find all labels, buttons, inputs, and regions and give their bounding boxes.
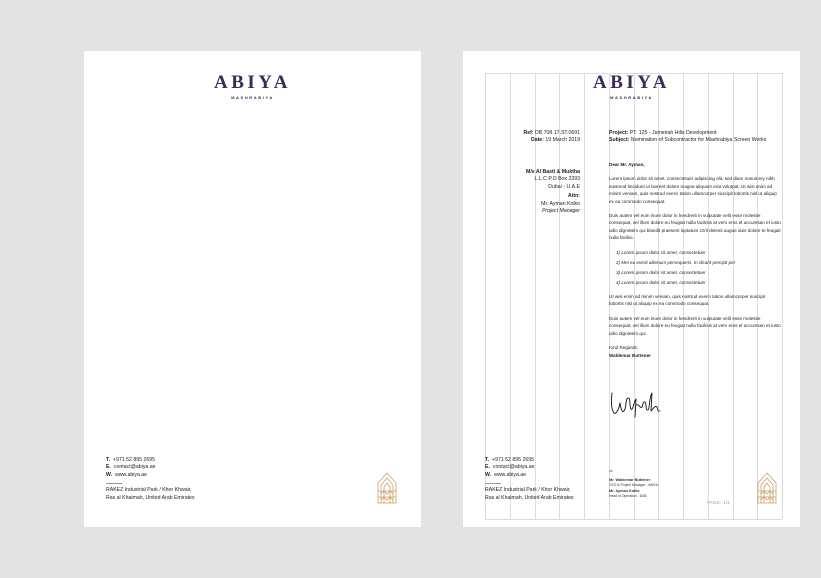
- footer-divider: [106, 483, 122, 484]
- handwritten-signature: [609, 389, 663, 419]
- brand-tagline: MASHRABIYA: [231, 95, 274, 100]
- subject-line: Subject: Nomination of Subcontractor for Mashrabiya Screen Works: [609, 137, 767, 144]
- body-paragraph: Ut wisi enim ad minim veniam, quis nostrud exerci tation ullamcorper suscipit lobortis nisl ut aliquip ex ea commodo consequat.: [609, 294, 766, 307]
- body-list: [616, 249, 781, 286]
- attn-title: Project Manager: [541, 208, 580, 215]
- footer-email: E. contact@abiya.ae: [485, 464, 535, 471]
- footer-web: W. www.abiya.ae: [485, 471, 527, 478]
- list-item: 2) Mei eu everti aliienum persequeris. In dicant percipit per: [616, 259, 736, 265]
- cc1-name: Mr. Waldemar Buttener: [609, 478, 651, 483]
- footer-web: W. www.abiya.ae: [106, 471, 148, 478]
- brand-name: ABIYA: [214, 72, 291, 93]
- footer-address-line2: Ras al Khaimah, United Arab Emirates: [485, 494, 574, 501]
- body-paragraph: Duis autem vel eum iriure dolor in hendrerit in vulputate velit esse molestie consequat, vel illum dolore eu feugiat nulla facilisis at vero eros et accumsan et iusto odio dignissim qui blandit praesent luptatum zzril delenit augue duis dolore te feugait nulla facilisi.: [609, 213, 781, 241]
- cc2-name: Mr. Ayman Kolko: [609, 489, 640, 494]
- recipient-block: [485, 169, 580, 215]
- cc1-title: CEO & Project Manager - ABIYA: [609, 482, 658, 487]
- greeting: Dear Mr. Ayman,: [609, 162, 645, 167]
- footer-phone: T. +971 52 895 2695: [106, 457, 156, 463]
- list-item: 1) Lorem ipsum dolor sit amet, consectetuer: [616, 249, 706, 255]
- project-block: [609, 130, 784, 145]
- reference-number: Ref: DB.708.17.ST.0691: [523, 130, 580, 136]
- letterhead-blank-page: [84, 51, 421, 527]
- recipient-address-line: L.L.C P.O Box 2393: [534, 176, 580, 183]
- closing: Kind Regards,: [609, 345, 639, 351]
- body-paragraph: Duis autem vel eum iriure dolor in hendrerit in vulputate velit esse molestie consequat, vel illum dolore eu feugiat nulla facilisis at vero eros et accumsan et iusto odio dignissim qui.: [609, 315, 781, 336]
- footer-address-line1: RAKEZ Industrial Park / Khor Khwair,: [485, 487, 571, 494]
- letter-date: Date: 19 March 2019: [530, 137, 580, 144]
- list-item: 3) Lorem ipsum dolor sit amet, consectetuer: [616, 269, 706, 275]
- mashrabiya-arch-icon: [377, 472, 397, 504]
- footer-address-line1: RAKEZ Industrial Park / Khor Khwair,: [106, 487, 192, 494]
- contact-footer: [106, 457, 195, 502]
- cc-block: [609, 469, 658, 498]
- attn-name: Mr. Ayman Kolko: [541, 200, 580, 207]
- list-item: 4) Lorem ipsum dolor sit amet, consectetuer: [616, 279, 706, 285]
- letter-page: [463, 51, 800, 527]
- recipient-city: Dubai - U.A.E: [548, 183, 580, 190]
- footer-address-line2: Ras al Khaimah, United Arab Emirates: [106, 494, 195, 501]
- recipient-company: M/s Al Basti & Muktha: [526, 169, 580, 175]
- cc-label: cc.: [609, 469, 614, 473]
- footer-email: E. contact@abiya.ae: [106, 464, 156, 471]
- brand-tagline: MASHRABIYA: [610, 95, 653, 100]
- footer-divider: [485, 483, 501, 484]
- brand-logo: [463, 72, 800, 100]
- mashrabiya-arch-icon: [757, 472, 777, 504]
- attn-label: Attn:: [567, 193, 580, 200]
- brand-logo: [84, 72, 421, 100]
- signer-name: Waldemar Buttener: [609, 352, 651, 358]
- brand-name: ABIYA: [593, 72, 670, 93]
- page-number: PAGE: 1/1: [707, 500, 731, 505]
- reference-block: [485, 130, 580, 145]
- cc2-title: Head of Operation - DAB: [609, 493, 647, 498]
- body-paragraph: Lorem ipsum dolor sit amet, consectetuer adipiscing elit, sed diam nonummy nibh euismod tincidunt ut laoreet dolore magna aliquam erat volutpat. Ut wisi enim ad minim veniam, quis nostrud exerci tation ullamcorper suscipit lobortis nisl ut aliquip ex ea commodo consequat.: [609, 176, 777, 204]
- footer-phone: T. +971 52 895 2695: [485, 457, 535, 463]
- letter-body: [609, 161, 781, 359]
- contact-footer: [485, 457, 574, 502]
- project-line: Project: PT. 125 - Jumeirah Hills Development: [609, 130, 717, 136]
